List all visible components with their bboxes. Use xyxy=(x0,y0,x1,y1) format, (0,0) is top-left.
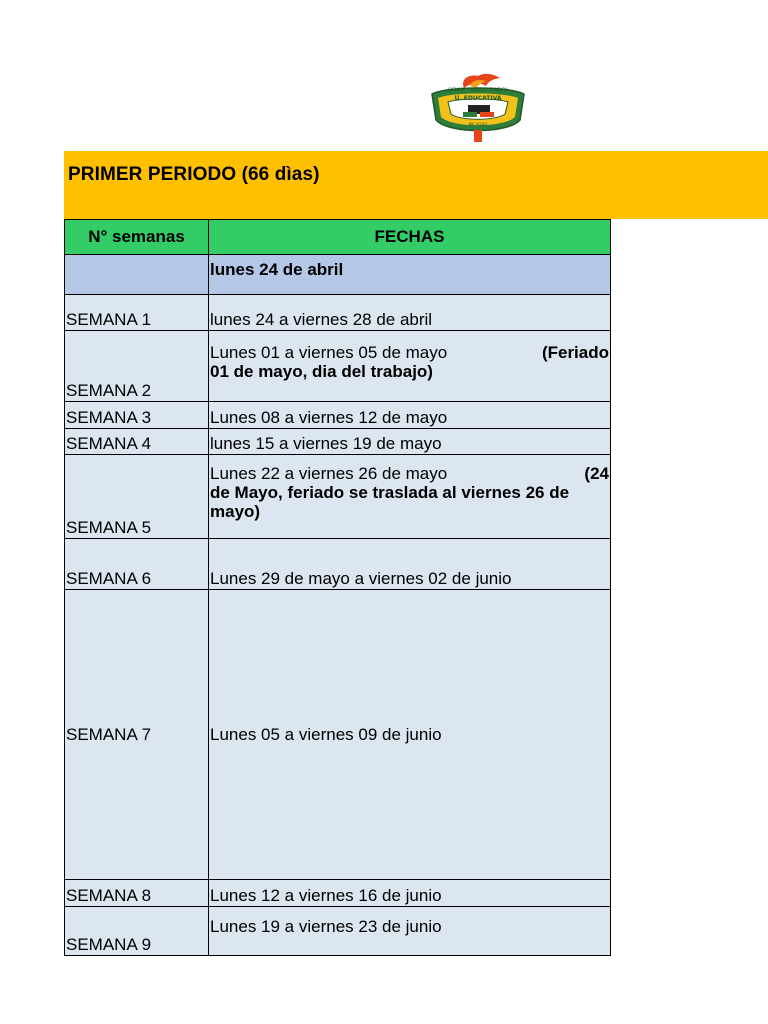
week-note-part1: (24 xyxy=(584,464,609,483)
week-dates: Lunes 05 a viernes 09 de junio xyxy=(209,590,611,880)
table-row xyxy=(65,590,611,880)
week-dates: Lunes 12 a viernes 16 de junio xyxy=(209,880,611,907)
start-date-empty-cell xyxy=(65,255,209,295)
crest-place: MILAGRO xyxy=(468,122,488,127)
column-header-weeks: N° semanas xyxy=(65,220,209,255)
week-dates-cell xyxy=(209,455,611,539)
week-dates: Lunes 01 a viernes 05 de mayo xyxy=(210,343,448,362)
column-header-dates: FECHAS xyxy=(209,220,611,255)
crest-name: U. EDUCATIVA xyxy=(454,95,502,102)
table-row xyxy=(65,402,611,429)
week-label: SEMANA 6 xyxy=(65,539,209,590)
week-dates: Lunes 08 a viernes 12 de mayo xyxy=(209,402,611,429)
week-label: SEMANA 7 xyxy=(65,590,209,880)
week-label: SEMANA 4 xyxy=(65,429,209,455)
week-label: SEMANA 3 xyxy=(65,402,209,429)
school-crest-icon xyxy=(408,70,548,146)
week-label: SEMANA 8 xyxy=(65,880,209,907)
table-row xyxy=(65,429,611,455)
table-row xyxy=(65,455,611,539)
week-dates: Lunes 29 de mayo a viernes 02 de junio xyxy=(209,539,611,590)
week-dates: lunes 24 a viernes 28 de abril xyxy=(209,295,611,331)
table-row xyxy=(65,539,611,590)
start-date-label: lunes 24 de abril xyxy=(209,255,611,295)
week-note-part1: (Feriado xyxy=(541,343,609,362)
week-dates: lunes 15 a viernes 19 de mayo xyxy=(209,429,611,455)
table-row xyxy=(65,880,611,907)
week-dates: Lunes 19 a viernes 23 de junio xyxy=(209,907,611,956)
week-note-part2: 01 de mayo, dia del trabajo) xyxy=(210,362,433,381)
start-date-row xyxy=(65,255,611,295)
week-note-part2: de Mayo, feriado se traslada al viernes 26 de mayo) xyxy=(210,483,570,521)
period-banner xyxy=(64,151,768,219)
week-label: SEMANA 5 xyxy=(65,455,209,539)
table-row xyxy=(65,295,611,331)
period-title: PRIMER PERIODO (66 dìas) xyxy=(68,164,320,185)
table-row xyxy=(65,331,611,402)
table-header-row xyxy=(65,220,611,255)
week-dates-cell xyxy=(209,331,611,402)
crest-motto: CIENCIA · TECNICA · CULTURA xyxy=(448,87,508,92)
week-label: SEMANA 2 xyxy=(65,331,209,402)
week-label: SEMANA 9 xyxy=(65,907,209,956)
table-row xyxy=(65,907,611,956)
weekly-schedule-table xyxy=(64,219,611,956)
week-label: SEMANA 1 xyxy=(65,295,209,331)
week-dates: Lunes 22 a viernes 26 de mayo xyxy=(210,464,448,483)
